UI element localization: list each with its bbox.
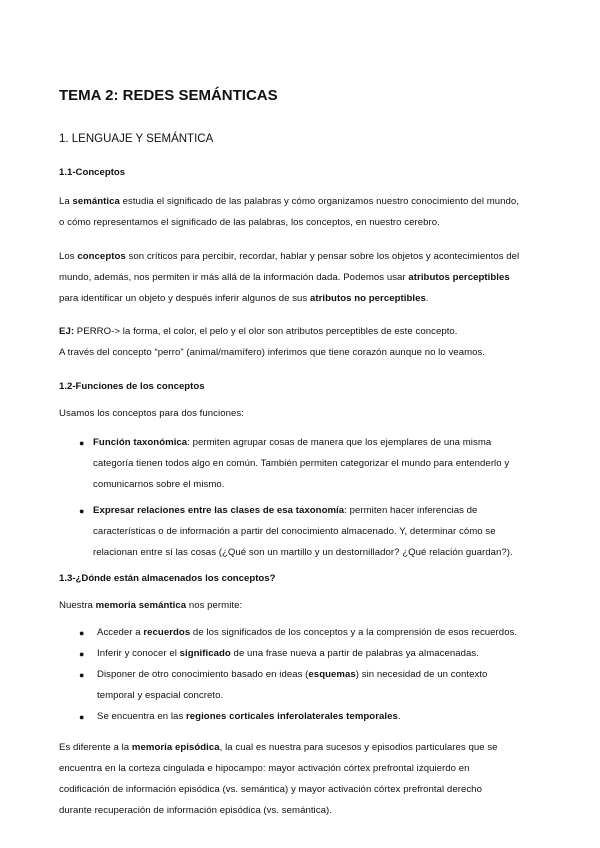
text-line: La semántica estudia el significado de las palabras y cómo organizamos nuestro conocimiento del mundo, [59, 196, 520, 207]
text-line: mundo, además, nos permiten ir más allá de la información dada. Podemos usar atributos perceptibles [59, 272, 510, 283]
bold-term: atributos no perceptibles [310, 293, 426, 304]
bold-term: memoria episódica [131, 742, 220, 753]
bold-term: recuerdos [143, 627, 191, 638]
text-line: EJ: PERRO-> la forma, el color, el pelo y el olor son atributos perceptibles de este concepto. [59, 326, 458, 337]
bold-term: regiones corticales inferolaterales temporales [186, 711, 398, 722]
bold-term: conceptos [77, 251, 126, 262]
text-line: Expresar relaciones entre las clases de esa taxonomía: permiten hacer inferencias de [93, 505, 478, 516]
bullet-icon: ● [79, 506, 85, 516]
bullet-icon: ● [79, 670, 85, 680]
text-line: temporal y espacial concreto. [97, 690, 224, 701]
text-line: relacionan entre sí las cosas (¿Qué son un martillo y un destornillador? ¿Qué relación guardan?). [93, 547, 513, 558]
subsection-heading-1-1: 1.1-Conceptos [59, 167, 126, 178]
bold-term: significado [179, 648, 231, 659]
text-line: Función taxonómica: permiten agrupar cosas de manera que los ejemplares de una misma [93, 437, 492, 448]
text-line: Los conceptos son críticos para percibir, recordar, hablar y pensar sobre los objetos y acontecimientos del [59, 251, 520, 262]
subsection-heading-1-3: 1.3-¿Dónde están almacenados los conceptos? [59, 573, 276, 584]
subsection-heading-1-2: 1.2-Funciones de los conceptos [59, 381, 205, 392]
text-line: para identificar un objeto y después inferir algunos de sus atributos no perceptibles. [59, 293, 429, 304]
text-line: A través del concepto “perro” (animal/mamífero) inferimos que tiene corazón aunque no lo veamos. [59, 347, 486, 358]
text-line: codificación de información episódica (vs. semántica) y mayor activación córtex prefrontal derecho [59, 784, 482, 795]
bold-term: Expresar relaciones entre las clases de esa taxonomía [93, 505, 345, 516]
bold-term: EJ: [59, 326, 75, 337]
text-line: Acceder a recuerdos de los significados de los conceptos y a la comprensión de esos recuerdos. [97, 627, 518, 638]
bold-term: esquemas [308, 669, 356, 680]
document-title: TEMA 2: REDES SEMÁNTICAS [59, 87, 278, 104]
text-line: comunicarnos sobre el mismo. [93, 479, 225, 490]
text-line: Disponer de otro conocimiento basado en ideas (esquemas) sin necesidad de un contexto [97, 669, 488, 680]
text-line: Nuestra memoria semántica nos permite: [59, 600, 243, 611]
bold-term: memoria semántica [95, 600, 187, 611]
text-line: Inferir y conocer el significado de una frase nueva a partir de palabras ya almacenadas. [97, 648, 479, 659]
bullet-icon: ● [79, 712, 85, 722]
bold-term: atributos perceptibles [408, 272, 510, 283]
text-line: características o de información a partir del conocimiento almacenado. Y, determinar cómo se [93, 526, 496, 537]
text-line: o cómo representamos el significado de las palabras, los conceptos, en nuestro cerebro. [59, 217, 440, 228]
text-line: encuentra en la corteza cingulada e hipocampo: mayor activación córtex prefrontal izquierdo en [59, 763, 470, 774]
bold-term: semántica [72, 196, 120, 207]
bullet-icon: ● [79, 649, 85, 659]
text-line: Es diferente a la memoria episódica, la cual es nuestra para sucesos y episodios particulares que se [59, 742, 498, 753]
bullet-icon: ● [79, 438, 85, 448]
section-heading-1: 1. LENGUAJE Y SEMÁNTICA [59, 133, 214, 145]
text-line: categoría tienen todos algo en común. También permiten categorizar el mundo para entenderlo y [93, 458, 510, 469]
text-line: Se encuentra en las regiones corticales inferolaterales temporales. [97, 711, 401, 722]
text-line: durante recuperación de información episódica (vs. semántica). [59, 805, 332, 816]
bold-term: Función taxonómica [93, 437, 188, 448]
bullet-icon: ● [79, 628, 85, 638]
paragraph-funciones-intro: Usamos los conceptos para dos funciones: [59, 408, 244, 419]
